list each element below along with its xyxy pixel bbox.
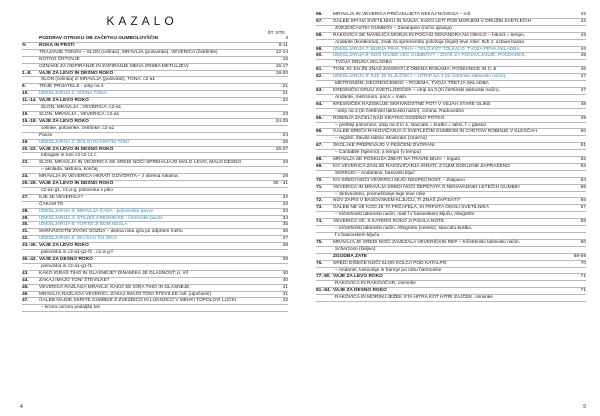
toc-entry-title: SKRIVNOSTNI ZVOKI GOZDA – desna roka igra po odprtem mehu bbox=[39, 229, 183, 235]
toc-entry-number: 20.-22. bbox=[22, 146, 37, 152]
toc-entry-number: 56. bbox=[316, 12, 323, 17]
toc-entry-page: 16-17 bbox=[275, 63, 288, 69]
toc-entry-number: 65. bbox=[316, 115, 323, 121]
toc-entry-title: VAJE ZA DESNO ROKO bbox=[333, 288, 387, 294]
toc-entry-page: 39 bbox=[282, 257, 288, 262]
toc-row bbox=[316, 95, 586, 102]
toc-entry-page: 33 bbox=[282, 208, 288, 214]
toc-entry-number: 81.-84. bbox=[316, 288, 331, 294]
toc-entry-title: – prešteji polovnice, utrip na 3 in 4, staccato = kratko = takni, f = glasno bbox=[335, 122, 487, 128]
toc-entry-title: – krona corona podaljša ton bbox=[41, 305, 101, 311]
toc-list-left bbox=[22, 36, 288, 312]
toc-entry-number: 61. bbox=[316, 67, 323, 73]
toc-entry-number: 24. bbox=[22, 174, 29, 180]
toc-entry-title: SLON, MRAVLJA IN VEVERICA SE SREDI NOČI SPREHAJAJO MALO LEVO, MALO DESNO bbox=[39, 160, 242, 166]
toc-entry-number: 63. bbox=[316, 87, 323, 93]
toc-entry-title: VAJE ZA LEVO IN DESNO ROKO bbox=[39, 181, 114, 187]
toc-entry-page: 47 bbox=[580, 87, 586, 93]
toc-entry-page: 50 bbox=[580, 129, 586, 135]
toc-entry-title: Pavze bbox=[39, 132, 53, 138]
toc-entry-page: 47 bbox=[580, 74, 586, 80]
toc-entry-number: 77.-80. bbox=[316, 274, 331, 280]
toc-entry-number: 69. bbox=[316, 163, 323, 169]
toc-entry-title: TONI, KI JIH ŽE ZNAŠ ZAIGRATI Z OBEMA ROKAMA: POŠEVNICE IN C-JI bbox=[333, 67, 497, 73]
toc-row bbox=[22, 271, 288, 278]
toc-entry-page: 42 bbox=[282, 298, 288, 304]
toc-entry-title: KAKO IGRAŠ TIHO IN GLASNEJE? DINAMIKA JE GLASNOST: p, mf bbox=[39, 270, 188, 276]
toc-row bbox=[316, 157, 586, 164]
toc-entry-number: 25.-26. bbox=[22, 181, 37, 187]
toc-entry-number: 72. bbox=[316, 198, 323, 204]
toc-entry-number: 47. bbox=[22, 298, 29, 304]
toc-entry-title: – Andante, kokicanje in francje po robu harmonike bbox=[335, 267, 442, 273]
toc-entry-number: 28. bbox=[22, 208, 29, 214]
toc-entry-number: 43. bbox=[22, 270, 29, 276]
toc-entry-title: SREDI DIŠEČE NOČI SLON KOLCA POD KATALPO bbox=[333, 260, 447, 266]
toc-entry-title: VAJE ZA LEVO ROKO bbox=[39, 98, 89, 104]
toc-entry-page: 54 bbox=[580, 177, 586, 183]
toc-entry-title: Scherzoso (šaljivo) bbox=[335, 246, 376, 252]
toc-entry-page: 43 bbox=[580, 32, 586, 38]
toc-entry-number: 33.-35. bbox=[22, 243, 37, 249]
toc-entry-title: NOV ZAPIS V BASOVSKEM KLJUČU, TI ZNAŠ ZAPISATI? bbox=[333, 198, 461, 204]
toc-entry-number: 57. bbox=[316, 18, 323, 24]
page-number-right: 5 bbox=[583, 404, 586, 410]
toc-row bbox=[22, 112, 288, 119]
toc-entry-title: VAJE ZA LEVO ROKO bbox=[39, 118, 89, 124]
toc-entry-title: POZDRAV OTROKU OB ZAČETKU GUMBOLOVŠČIN bbox=[39, 36, 159, 41]
toc-entry-number: 45. bbox=[22, 284, 29, 290]
toc-entry-title: IZMIŠLJARIJA 3: MRAVLJA ČAKA - polovinske pavze bbox=[39, 208, 154, 214]
toc-entry-page: 21 bbox=[282, 84, 288, 90]
toc-row bbox=[316, 102, 586, 109]
toc-entry-number: 27. bbox=[22, 194, 29, 200]
toc-entry-title: MRAVLJA IN VEVERICA PRIČAKUJETA NEKAJ NOVEGA – roll. bbox=[333, 12, 472, 17]
toc-row bbox=[22, 140, 288, 147]
toc-row bbox=[316, 33, 586, 40]
toc-entry-title: RAKOVICA IN MORSKI JEŽEK STA HITRA KOT HITRI ZAJČEK, osminke bbox=[335, 295, 493, 301]
toc-entry-title: GALEB SREČA RAKOVIČARJA S SVETLEČIM GUMBOM IN CVETOVI ROBINJE V KLEŠČAH bbox=[333, 129, 537, 135]
toc-entry-number: 76. bbox=[316, 260, 323, 266]
toc-entry-title: MRAVLJA SE POSKUŠA ZIBATI NA TRAVNI BILKI – legato bbox=[333, 157, 461, 163]
toc-row bbox=[22, 285, 288, 292]
toc-entry-title: – Skrivnostno, premeščanje lege leve roke bbox=[335, 191, 426, 197]
toc-row bbox=[316, 150, 586, 157]
toc-entry-page: 70 bbox=[580, 260, 586, 266]
toc-entry-title: GALEB NAJDE SKRITE GUMBKE Z ZVEZDICO IN LUKNJICO V MEHKI TOPOLOVI LUČKI bbox=[39, 298, 237, 304]
toc-entry-title: ROKA IN PRSTI bbox=[39, 42, 75, 48]
toc-entry-title: TRIJE PRIJATELJI - utrip na 4 bbox=[39, 84, 104, 90]
toc-row bbox=[22, 195, 288, 202]
toc-entry-number: 9. bbox=[22, 84, 27, 90]
toc-row bbox=[22, 43, 288, 50]
toc-row bbox=[22, 209, 288, 216]
toc-row bbox=[316, 171, 586, 178]
toc-entry-page: 25 bbox=[282, 139, 288, 145]
toc-row bbox=[22, 181, 288, 188]
toc-entry-page: 71 bbox=[580, 288, 586, 294]
page-column-header: ŠT. STR. bbox=[267, 30, 286, 35]
toc-entry-page: 29 bbox=[282, 174, 288, 180]
toc-row bbox=[22, 257, 288, 264]
toc-entry-number: 46. bbox=[22, 291, 29, 297]
toc-entry-title: VAJE ZA LEVO ROKO bbox=[39, 243, 89, 249]
toc-entry-page: 37 bbox=[282, 236, 288, 242]
toc-entry-page: 24 bbox=[282, 132, 288, 138]
toc-entry-title: ZVEZDIČASTIH GUMBOV – Zasanjano (nočni igranja) bbox=[335, 25, 452, 31]
toc-entry-number: 70. bbox=[316, 177, 323, 183]
toc-entry-page: 26-27 bbox=[275, 146, 288, 152]
toc-entry-number: 23. bbox=[22, 160, 29, 166]
toc-entry-title: IZMIŠLJARIJA 8: KDO NAJDE VEČ GUMBOV? – ZNAK ZA PONAVLJANJE, POUDAREK, bbox=[333, 53, 527, 59]
toc-entry-title: ROBINJA ZAČELI NAD KRATKO GOZDNO POTKO bbox=[333, 115, 445, 121]
toc-entry-title: KO SREDI NOČI VEVERICI MUČI NESPEČNOST – Zaspano bbox=[333, 177, 465, 183]
toc-entry-page: 41 bbox=[282, 284, 288, 290]
toc-entry-title: VAJE ZA DESNO ROKO bbox=[39, 257, 93, 262]
toc-entry-title: RAKOVICA SE NAVELIČA MORJA IN POČASI ODVANDRA NA OBALO – hitrost = tempo, bbox=[333, 32, 526, 38]
toc-row bbox=[22, 133, 288, 140]
toc-entry-title: TRAJANJE TONOV – SLON (celinka), MRAVLJA (polovinka), VEVERICA (četrtinke) bbox=[39, 49, 218, 55]
toc-row bbox=[22, 36, 288, 43]
toc-row bbox=[22, 105, 288, 112]
toc-row bbox=[316, 88, 586, 95]
toc-entry-page: 12-14 bbox=[275, 49, 288, 55]
toc-entry-title: –utrip na 3 (tri četrtinski taktovski način), corona, Radovedno bbox=[335, 108, 464, 114]
toc-row bbox=[22, 250, 288, 257]
toc-row bbox=[316, 19, 586, 26]
toc-row bbox=[22, 202, 288, 209]
toc-entry-number: 58. bbox=[316, 32, 323, 38]
toc-entry-page: 38 bbox=[282, 243, 288, 249]
toc-entry-title: KO VEVERICA ZASLIŠI RAKOVIČARJA IGRATI, Z NJIM OOKLENE ZAPRAŠENO bbox=[333, 163, 510, 169]
toc-entry-title: SLON, MRAVLJA , VEVERICA: c2-a1 bbox=[39, 111, 120, 117]
toc-entry-title: IZMIŠLJARIJA 1: VIŠINA TONA bbox=[39, 91, 107, 97]
toc-entry-page: 58 bbox=[580, 219, 586, 225]
toc-entry-page: 33 bbox=[282, 201, 288, 207]
toc-entry-number: 60. bbox=[316, 53, 323, 59]
toc-entry-title: IZMIŠLJARIJA 9: KJE JE KLJUČEK? – UTRIP NA 3 (tri četrtinski taktovski način), bbox=[333, 74, 507, 80]
toc-entry-title: ZAKAJ IMAJO TONI ŠTEVILKE? bbox=[39, 277, 110, 283]
toc-entry-number: 62. bbox=[316, 74, 323, 80]
toc-entry-title: IZMIŠLJARIJA 6: ŠIU ŠAU ŠIJ ŠICA bbox=[39, 236, 117, 242]
toc-entry-page: 49 bbox=[580, 115, 586, 121]
toc-entry-title: polovinka in c2-a1-g1-f1 bbox=[41, 263, 93, 269]
toc-entry-title: GALEB NE VE KOO JE TA FRČAFELA, KI FRFOTA OKOLI SVETILNIKA bbox=[333, 205, 489, 211]
toc-row bbox=[22, 278, 288, 285]
toc-entry-page: 48 bbox=[580, 101, 586, 107]
toc-row bbox=[316, 226, 586, 233]
toc-row bbox=[316, 233, 586, 240]
toc-entry-page: 3 bbox=[285, 36, 288, 41]
toc-entry-number: 66. bbox=[316, 129, 323, 135]
toc-entry-title: MRAVLJA JE SREDI NOČI ZAVEZALA VEVERIČKIN REP – tričetrtinski taktovski način, bbox=[333, 239, 520, 245]
toc-entry-title: Andante, metronom, poco = malo bbox=[335, 94, 407, 100]
toc-entry-page: 22 bbox=[282, 98, 288, 104]
right-page bbox=[300, 0, 600, 416]
toc-entry-page: 57 bbox=[580, 205, 586, 211]
toc-row bbox=[22, 119, 288, 126]
page-number-left: 4 bbox=[20, 404, 23, 410]
toc-row bbox=[316, 116, 586, 123]
toc-row bbox=[316, 12, 586, 19]
toc-entry-title: c2-a1-g1, c1-a-g, polovinka s piko bbox=[41, 187, 113, 193]
toc-row bbox=[22, 126, 288, 133]
toc-row bbox=[316, 295, 586, 302]
toc-entry-page: 24-25 bbox=[275, 118, 288, 124]
toc-entry-title: – tričetrtinski taktovski način, Allegretto (veselo), staccato-kratko, bbox=[335, 226, 473, 232]
toc-entry-title: KRESNIČKI KRULI SVETILJODČEK – utrip na 3 (tri četrtinski taktovski način), bbox=[333, 87, 500, 93]
toc-entry-page: 68-69 bbox=[573, 253, 586, 259]
toc-entry-title: NOTNO ČRTOVJE bbox=[39, 56, 80, 62]
toc-entry-number: 71. bbox=[316, 184, 323, 190]
toc-entry-title: VEVERICA VE, S KATERO ROKO JI PISALA NOTE bbox=[333, 219, 445, 225]
toc-entry-page: 41 bbox=[282, 291, 288, 297]
toc-entry-title: OZNAKE ZA ODPIRANJE IN ZAPIRANJE MEHA (RISBA METULJEV) bbox=[39, 63, 189, 69]
toc-entry-page: 40 bbox=[282, 277, 288, 283]
toc-entry-title: KRESNIČEK RAZISKUJE SKRIVNOSTNE POTI V VEJAH STARE OLIKE bbox=[333, 101, 491, 107]
toc-row bbox=[316, 164, 586, 171]
toc-entry-title: RAKOVICA IN RAKOVIČAR, osminke bbox=[335, 281, 416, 287]
toc-entry-title: – akolada, taktnica, končaj bbox=[41, 167, 98, 173]
toc-entry-number: 29. bbox=[22, 215, 29, 221]
page-title: KAZALO bbox=[106, 14, 178, 28]
toc-entry-number: 11.-14. bbox=[22, 98, 37, 104]
toc-row bbox=[22, 264, 288, 271]
toc-entry-title: MRAVLJA IN VEVERICA HKRATI GOVORITA – z obema rokama bbox=[39, 174, 178, 180]
toc-entry-page: 15 bbox=[282, 56, 288, 62]
toc-entry-number: 44. bbox=[22, 277, 29, 283]
toc-entry-number: 74. bbox=[316, 219, 323, 225]
toc-row bbox=[316, 261, 586, 268]
toc-entry-page: 60 bbox=[580, 239, 586, 245]
toc-entry-page: 71 bbox=[580, 274, 586, 280]
toc-entry-title: SLON, MRAVLJA , VEVERICA: c2-a1 bbox=[41, 105, 122, 111]
toc-entry-page: 56 bbox=[580, 198, 586, 204]
toc-entry-page: 40 bbox=[282, 270, 288, 276]
toc-entry-title: tobogani in toni c3 c2 c1 c bbox=[41, 153, 97, 159]
toc-entry-page: 53 bbox=[580, 163, 586, 169]
toc-entry-title: – registri, števila taktov, Moderato (zmerno) bbox=[335, 136, 427, 142]
toc-entry-page: 30 - 31 bbox=[273, 181, 288, 187]
toc-entry-title: VAJE ZA LEVO IN DESNO ROKO bbox=[39, 70, 114, 76]
toc-entry-title: METRONOM, DECRESCENDO – POJEMA, TVOJA TRETJA SKLADBA bbox=[335, 81, 489, 87]
toc-row bbox=[316, 178, 586, 185]
toc-entry-number: 31. bbox=[22, 229, 29, 235]
toc-entry-number: 30. bbox=[22, 222, 29, 228]
toc-entry-title: VEVERICA RAZLAGA MRAVLJI, KAKO SE IGRA TIHO IN GLASNEJE bbox=[39, 284, 190, 290]
toc-entry-number: 67. bbox=[316, 143, 323, 149]
toc-entry-number: 15. bbox=[22, 111, 29, 117]
toc-entry-page: 8-11 bbox=[278, 42, 288, 48]
toc-entry-number: % bbox=[22, 42, 27, 48]
toc-row bbox=[316, 81, 586, 88]
toc-entry-number: 73. bbox=[316, 205, 323, 211]
toc-row bbox=[22, 57, 288, 64]
toc-entry-title: ŠKOL.IKE PREPEVAJO V PEŠČENI DVORANI bbox=[333, 143, 435, 149]
toc-entry-title: GALEB SPI NA SVETILNIKU IN SANJA, KAKO LETI POD MORJEM V DRUŽBI SVETLEČIH bbox=[333, 18, 532, 24]
toc-row bbox=[22, 305, 288, 312]
toc-entry-number: 19. bbox=[22, 139, 29, 145]
toc-row bbox=[22, 50, 288, 57]
toc-entry-title: MRAVLJA RAZLAGA VEVERICI, ZAKAJ IMAJO TONI ŠTEVILKE rall. (upočasni) bbox=[39, 291, 211, 297]
toc-entry-page: 44 bbox=[580, 46, 586, 52]
toc-entry-title: VAJE ZA LEVO ROKO bbox=[333, 274, 383, 280]
toc-entry-page: 23 bbox=[282, 111, 288, 117]
toc-entry-title: SLON (celinka) in MRAVLJA (polovinki), TONA: c2-a1 bbox=[41, 77, 156, 83]
toc-entry-page: 21 bbox=[282, 91, 288, 97]
toc-entry-number: 10. bbox=[22, 91, 29, 97]
toc-row bbox=[316, 26, 586, 33]
toc-row bbox=[316, 109, 586, 116]
toc-entry-title: SKRINJO – Andantino, basovski ključ bbox=[335, 170, 415, 176]
toc-entry-title: ZGODBA ZATE bbox=[333, 253, 368, 259]
toc-entry-page: 32 bbox=[282, 194, 288, 200]
toc-entry-page: 55 bbox=[580, 184, 586, 190]
toc-entry-page: 51 bbox=[580, 143, 586, 149]
toc-entry-title: celinke, polovinke, četrtinke: c2-a1 bbox=[41, 125, 115, 131]
toc-entry-number: 15.-18. bbox=[22, 118, 37, 124]
toc-row bbox=[22, 64, 288, 71]
toc-entry-number: 36.-42. bbox=[22, 257, 37, 262]
toc-entry-title: – Cantabile (spevno), a tempo (v tempu) bbox=[335, 150, 421, 156]
toc-row bbox=[22, 174, 288, 181]
toc-entry-title: IZMIŠLJARIJA 7: BURJA PIHA, PIHA – TELO KOT TOLKALO, TVOJA PRVA SKLADBA bbox=[333, 46, 520, 52]
toc-entry-number: 64. bbox=[316, 101, 323, 107]
toc-entry-page: 42 bbox=[580, 12, 586, 17]
toc-row bbox=[316, 254, 586, 261]
toc-entry-number: 59. bbox=[316, 46, 323, 52]
toc-entry-page: 45 bbox=[580, 53, 586, 59]
toc-row bbox=[316, 247, 586, 254]
toc-row bbox=[316, 40, 586, 47]
toc-entry-page: 36 bbox=[282, 229, 288, 235]
toc-entry-title: TVOJA DRUGA SKLADBA bbox=[335, 60, 393, 66]
toc-entry-title: IZMIŠLJARIJA 5: TORTO JI BOM NESLA bbox=[39, 222, 128, 228]
toc-row bbox=[316, 240, 586, 247]
toc-entry-number: 1.-8. bbox=[22, 70, 32, 76]
toc-entry-page: 18-20 bbox=[275, 70, 288, 76]
toc-entry-page: 46 bbox=[580, 67, 586, 73]
toc-entry-title: Andante (korakoma), znak za spremembo položaja (legel) leve roke: 8vb z: octava bassa bbox=[335, 39, 525, 45]
toc-entry-title: KJE JE VEVERICA? bbox=[39, 194, 83, 200]
toc-entry-page: 28 bbox=[282, 160, 288, 166]
toc-entry-title: VAJE ZA LEVO IN DESNO ROKO bbox=[39, 146, 114, 152]
toc-row bbox=[22, 188, 288, 195]
toc-entry-page: 42 bbox=[580, 18, 586, 24]
toc-entry-title: – tričetrtinski taktovski način, mali f v basovskem ključu, Allegretto bbox=[335, 212, 475, 218]
toc-entry-title: f v basovskem ključu bbox=[335, 233, 380, 238]
toc-entry-page: 52 bbox=[580, 157, 586, 163]
toc-entry-number: 75. bbox=[316, 239, 323, 245]
toc-entry-title: IZMIŠLJARIJA 4: ŠTEJEŠ KRESNIČKE - četrtinske pavze bbox=[39, 215, 163, 221]
toc-entry-title: ČAKAM TE bbox=[39, 201, 64, 207]
toc-entry-page: 34 bbox=[282, 215, 288, 221]
toc-entry-title: VEVERICA IN MRAVLJA SREDI NOČI ŠEPETATA O NENAVADNIH LETEČIH GUMBIH bbox=[333, 184, 520, 190]
toc-entry-title: IZMIŠLJARIJA 2: DOLGI IN KRATKI TONI bbox=[39, 139, 129, 145]
toc-list-right bbox=[316, 12, 586, 302]
toc-row bbox=[316, 185, 586, 192]
toc-entry-number: 68. bbox=[316, 157, 323, 163]
toc-entry-page: 35 bbox=[282, 222, 288, 228]
toc-entry-number: 32. bbox=[22, 236, 29, 242]
toc-entry-title: polovinka in c2-a1-g1-f1 , c1-a-g-f bbox=[41, 250, 113, 256]
